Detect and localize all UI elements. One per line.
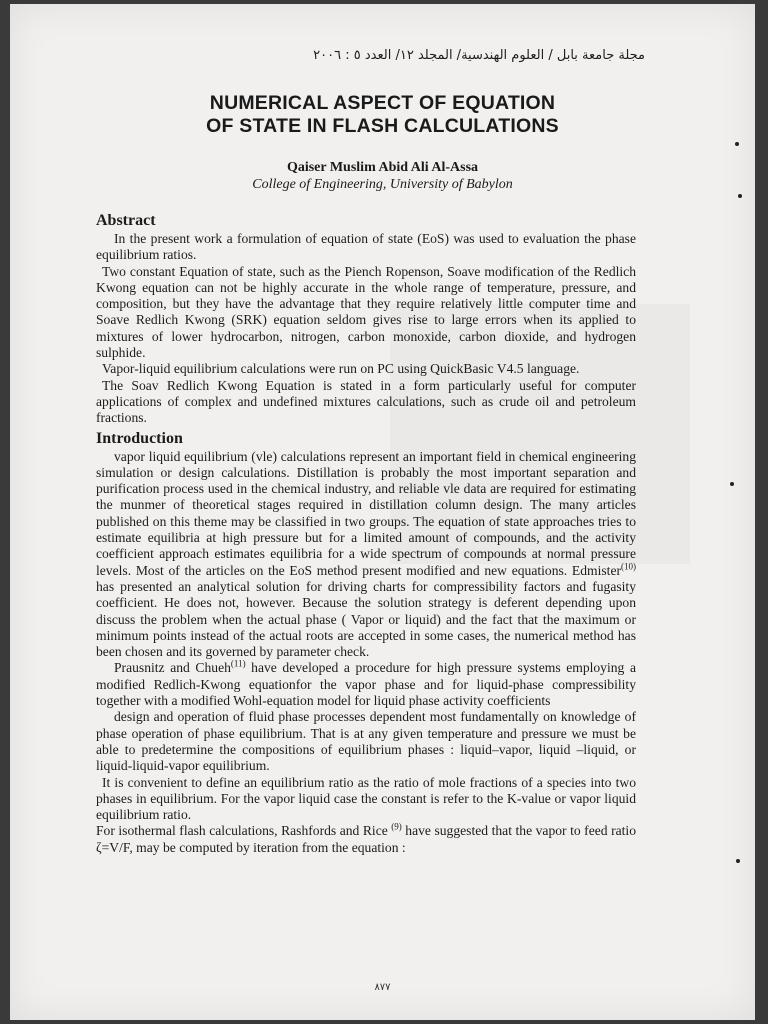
paper-title [10,92,755,138]
intro-text: have developed a procedure for high pressure systems employing a modified Redlich-Kwong equationfor the vapor phase and for liquid-phase compressibility together with a modified Wohl-equation model for liquid phase activity coefficients [96,660,636,709]
scan-speck [730,482,734,486]
abstract-paragraph: Two constant Equation of state, such as the Piench Ropenson, Soave modification of the Redlich Kwong equation can not be highly accurate in the whole range of temperature, pressure, and composition, but they have the advantage that they require relatively little computer time and Soave Redlich Kwong (SRK) equation seldom gives rise to large errors when its applied to mixtures of lower hydrocarbon, nitrogen, carbon monoxide, carbon dioxide, and hydrogen sulphide. [96,263,636,361]
title-line: NUMERICAL ASPECT OF EQUATION [209,92,556,114]
abstract-heading: Abstract [96,212,156,229]
author-name: Qaiser Muslim Abid Ali Al-Assa [286,160,479,175]
author-affiliation: College of Engineering, University of Babylon [252,177,513,192]
intro-text: have suggested that the vapor to feed ratio ζ=V/F, may be computed by iteration from the equation : [96,823,636,855]
scan-speck [735,142,739,146]
intro-paragraph: It is convenient to define an equilibrium ratio as the ratio of mole fractions of a species into two phases in equilibrium. For the vapor liquid case the constant is refer to the K-value or vapor liquid equilibrium ratio. [96,774,636,823]
citation-ref: (11) [230,658,246,669]
intro-paragraph [96,449,636,661]
intro-text: has presented an analytical solution for driving charts for compressibility factors and fugasity coefficient. He does not, however. Because the solution strategy is deferent depending upon discuss the problem when the actual phase ( Vapor or liquid) and the fact that the maximum or minimum points instead of the actual roots are accepted in some cases, the numerical method has been chosen and its governed by parameter check. [96,578,636,660]
intro-text: vapor liquid equilibrium (vle) calculations represent an important field in chemical engineering simulation or design calculations. Distillation is probably the most important separation and purification process used in the chemical industry, and reliable vle data are required for estimating the munmer of theoretical stages required in distillation column design. The many articles published on this theme may be classified in two groups. The equation of state approaches tries to estimate equilibria at high pressure but for a limited amount of compounds, and the activity coefficient approach estimates equilibria for a wide spectrum of compounds at normal pressure levels. Most of the articles on the EoS method present modified and new equations. [96,448,636,578]
introduction-heading: Introduction [96,429,183,447]
intro-text: Prausnitz and Chueh [114,660,231,676]
intro-paragraph: design and operation of fluid phase processes dependent most fundamentally on knowledge of phase operation of phase equilibrium. That is at any given temperature and pressure we must be able to predetermine the compositions of equilibrium phases : liquid–vapor, liquid –liquid, or liquid-liquid-vapor equilibrium. [96,709,636,774]
abstract-paragraph: In the present work a formulation of equation of state (EoS) was used to evaluation the phase equilibrium ratios. [96,231,636,263]
paper-page [10,4,755,1020]
scan-speck [738,194,742,198]
intro-text: For isothermal flash calculations, Rashfords and Rice [96,823,392,839]
paper-body [96,211,636,856]
journal-header: مجلة جامعة بابل / العلوم الهندسية/ المجلد ١٢/ العدد ٥ : ٢٠٠٦ [313,48,645,63]
intro-text: Edmister [571,562,622,578]
abstract-paragraph: The Soav Redlich Kwong Equation is stated in a form particularly useful for computer applications of complex and undefined mixtures calculations, such as crude oil and petroleum fractions. [96,377,636,426]
scan-speck [736,859,740,863]
intro-paragraph [96,823,636,856]
title-line: OF STATE IN FLASH CALCULATIONS [206,115,559,137]
citation-ref: (10) [621,561,637,572]
intro-paragraph [96,660,636,709]
page-number: ٨٧٧ [374,982,391,993]
citation-ref: (9) [391,821,402,832]
abstract-paragraph: Vapor-liquid equilibrium calculations were run on PC using QuickBasic V4.5 language. [102,361,580,377]
